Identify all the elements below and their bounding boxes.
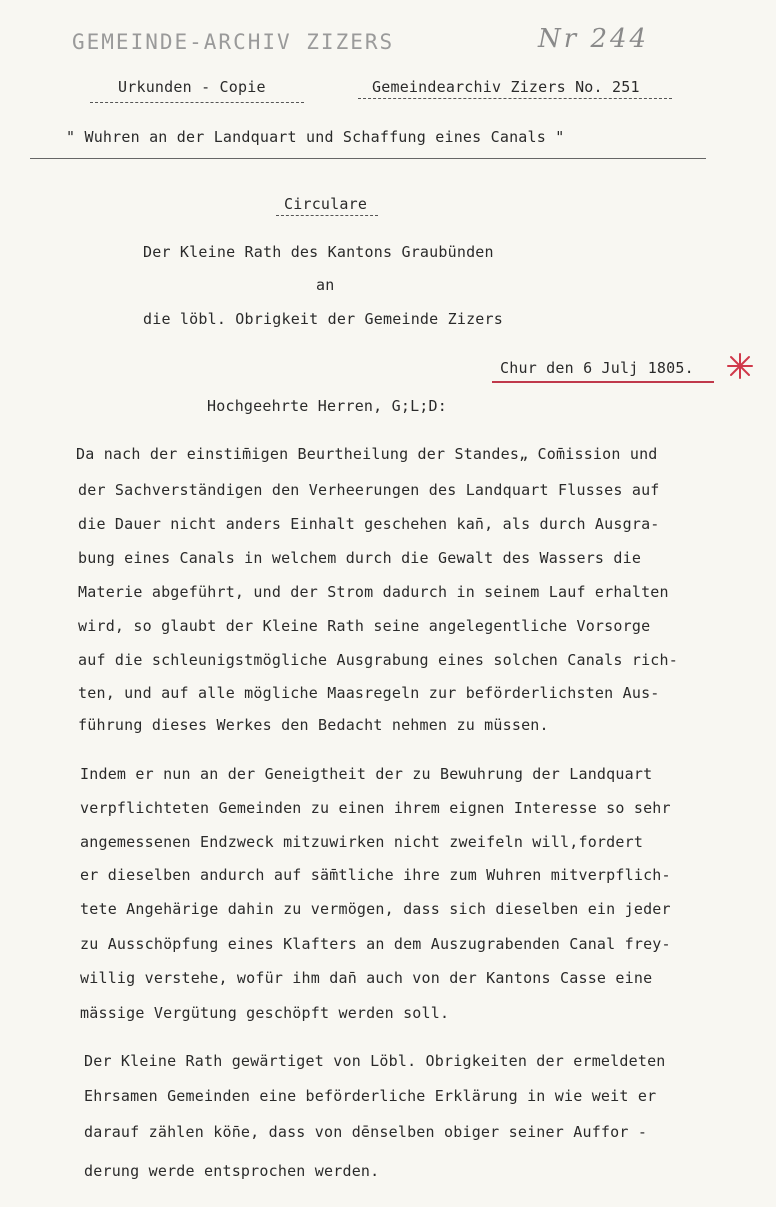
- subject-line: " Wuhren an der Landquart und Schaffung eines Canals ": [66, 128, 565, 146]
- paragraph-3-line: Der Kleine Rath gewärtiget von Löbl. Obrigkeiten der ermeldeten: [84, 1052, 666, 1070]
- archive-stamp: GEMEINDE-ARCHIV ZIZERS: [72, 30, 395, 54]
- date-red-underline: [492, 381, 714, 383]
- paragraph-1-line: bung eines Canals in welchem durch die Gewalt des Wassers die: [78, 549, 642, 567]
- sender-line: Der Kleine Rath des Kantons Graubünden: [143, 243, 494, 261]
- paragraph-2-line: zu Ausschöpfung eines Klafters an dem Auszugrabenden Canal frey-: [80, 935, 671, 953]
- date-line: Chur den 6 Julj 1805.: [500, 359, 694, 377]
- handwritten-number: Nr 244: [538, 24, 650, 54]
- paragraph-1-line: die Dauer nicht anders Einhalt geschehen kan̄, als durch Ausgra-: [78, 515, 660, 533]
- paragraph-2-line: willig verstehe, wofür ihm dan̄ auch von der Kantons Casse eine: [80, 969, 653, 987]
- paragraph-2-line: tete Angehärige dahin zu vermögen, dass sich dieselben ein jeder: [80, 900, 671, 918]
- addressee-connector: an: [316, 276, 335, 294]
- paragraph-2-line: Indem er nun an der Geneigtheit der zu Bewuhrung der Landquart: [80, 765, 653, 783]
- paragraph-1-line: Materie abgeführt, und der Strom dadurch in seinem Lauf erhalten: [78, 583, 669, 601]
- salutation: Hochgeehrte Herren, G;L;D:: [207, 397, 447, 415]
- paragraph-3-line: darauf zählen kön̄e, dass von dēnselben obiger seiner Auffor -: [84, 1123, 648, 1141]
- paragraph-3-line: Ehrsamen Gemeinden eine beförderliche Erklärung in wie weit er: [84, 1087, 657, 1105]
- paragraph-2-line: mässige Vergütung geschöpft werden soll.: [80, 1004, 450, 1022]
- document-type-label: Urkunden - Copie: [118, 78, 266, 96]
- red-asterisk-mark: [726, 352, 754, 380]
- heading-underline: [276, 215, 378, 216]
- right-label-underline: [358, 98, 672, 99]
- paragraph-1-line: Da nach der einstim̄igen Beurtheilung der Standes„ Com̄ission und: [76, 445, 658, 463]
- paragraph-3-line: derung werde entsprochen werden.: [84, 1162, 380, 1180]
- header-separator: [30, 158, 706, 159]
- paragraph-1-line: ten, und auf alle mögliche Maasregeln zur beförderlichsten Aus-: [78, 684, 660, 702]
- paragraph-2-line: verpflichteten Gemeinden zu einen ihrem eignen Interesse so sehr: [80, 799, 671, 817]
- paragraph-1-line: der Sachverständigen den Verheerungen des Landquart Flusses auf: [78, 481, 660, 499]
- paragraph-1-line: führung dieses Werkes den Bedacht nehmen zu müssen.: [78, 716, 549, 734]
- paragraph-1-line: wird, so glaubt der Kleine Rath seine angelegentliche Vorsorge: [78, 617, 651, 635]
- document-heading: Circulare: [284, 195, 368, 213]
- addressee-line: die löbl. Obrigkeit der Gemeinde Zizers: [143, 310, 503, 328]
- left-label-underline: [90, 102, 304, 103]
- paragraph-1-line: auf die schleunigstmögliche Ausgrabung eines solchen Canals rich-: [78, 651, 678, 669]
- paragraph-2-line: er dieselben andurch auf säm̄tliche ihre zum Wuhren mitverpflich-: [80, 866, 671, 884]
- archive-number-label: Gemeindearchiv Zizers No. 251: [372, 78, 640, 96]
- paragraph-2-line: angemessenen Endzweck mitzuwirken nicht zweifeln will,fordert: [80, 833, 644, 851]
